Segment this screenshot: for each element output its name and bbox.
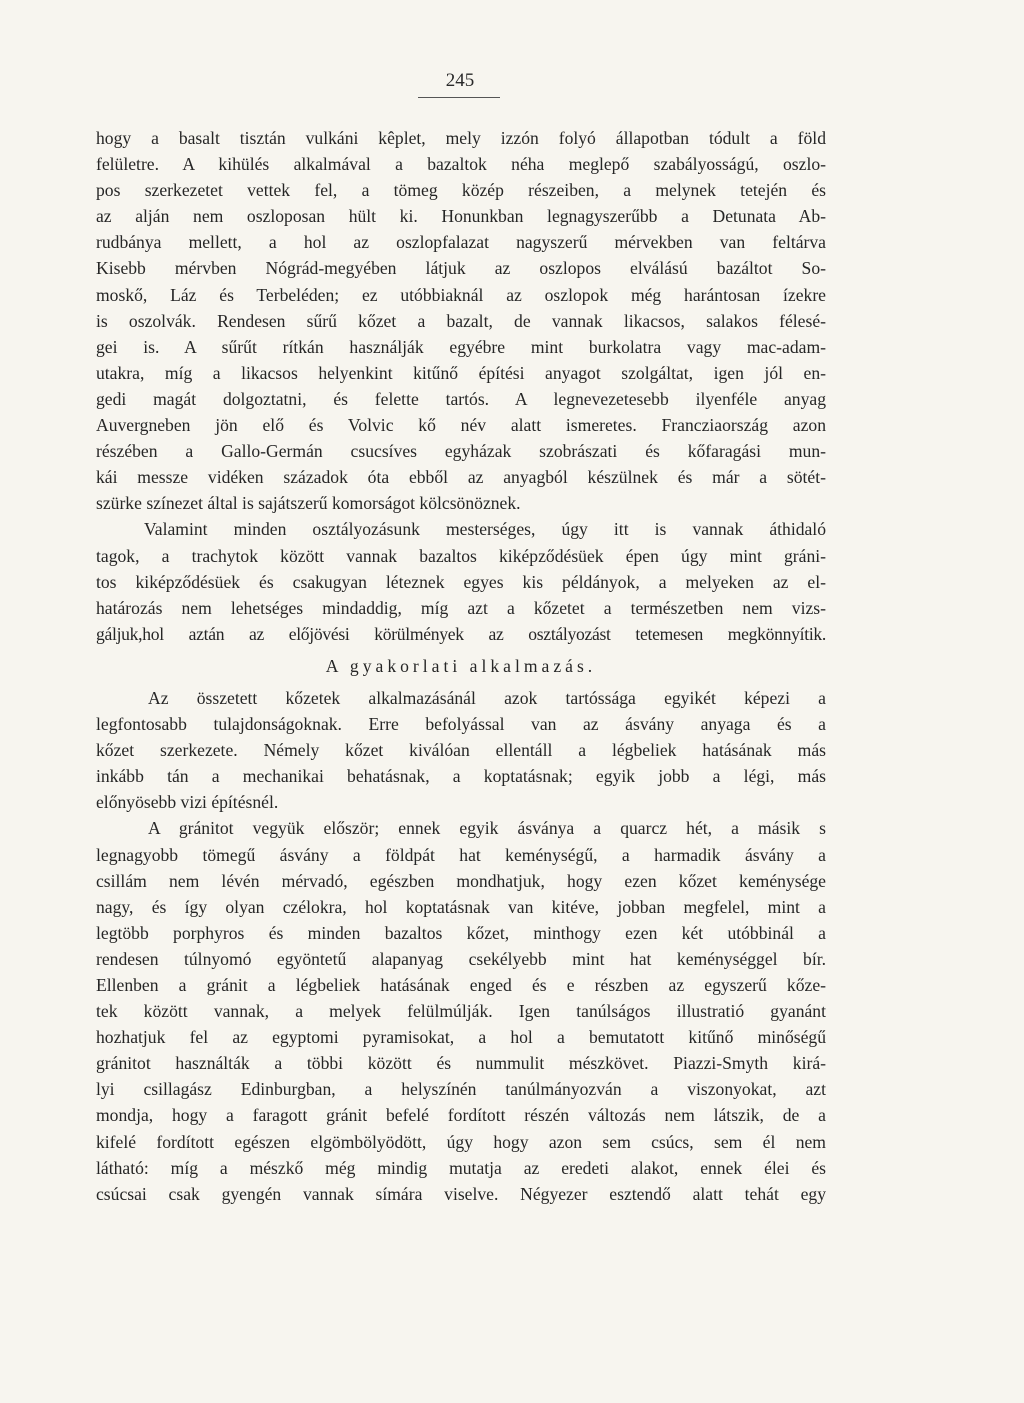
text-line: nagy, és így olyan czélokra, hol koptatásnak van kitéve, jobban megfelel, mint a [96,896,826,917]
text-line: csillám nem lévén mérvadó, egészben mondhatjuk, hogy ezen kőzet keménysége [96,870,826,891]
text-line: szürke színezet által is sajátszerű komorságot kölcsönöznek. [96,493,521,514]
text-line: gei is. A sűrűt rítkán használják egyébre mint burkolatra vagy mac-adam- [96,336,826,357]
text-line: legnagyobb tömegű ásvány a földpát hat keménységű, a harmadik ásvány a [96,844,826,865]
text-line: A gránitot vegyük először; ennek egyik ásványa a quarcz hét, a másik s [148,818,826,839]
text-line: rendesen túlnyomó egyöntetű alapanyag csekélyebb mint hat keménységgel bír. [96,948,826,969]
text-line: is oszolvák. Rendesen sűrű kőzet a bazalt, de vannak likacsos, salakos félesé- [96,310,826,331]
text-line: Az összetett kőzetek alkalmazásánál azok tartóssága egyikét képezi a [148,687,826,708]
text-line: kái messze vidéken századok óta ebből az anyagból készülnek és már a sötét- [96,467,826,488]
text-line: előnyösebb vizi építésnél. [96,792,279,813]
text-line: tagok, a trachytok között vannak bazaltos kiképződésüek épen úgy mint gráni- [96,545,826,566]
text-line: felületre. A kihülés alkalmával a bazaltok néha meglepő szabályosságú, oszlo- [96,154,826,175]
text-line: tek között vannak, a melyek felülmúlják. Igen tanúlságos illustratió gyanánt [96,1001,826,1022]
text-line: határozás nem lehetséges mindaddig, míg azt a kőzetet a természetben nem vizs- [96,597,826,618]
text-line: moskő, Láz és Terbeléden; ez utóbbiaknál az oszlopok még harántosan ízekre [96,284,826,305]
section-heading: A gyakorlati alkalmazás. [325,655,597,676]
page-number-rule [418,97,500,98]
text-line: tos kiképződésüek és csakugyan léteznek egyes kis példányok, a melyeken az el- [96,571,826,592]
text-line: az alján nem oszloposan hült ki. Honunkban legnagyszerűbb a Detunata Ab- [96,206,826,227]
text-line: Kisebb mérvben Nógrád-megyében látjuk az oszlopos elválású bazáltot So- [96,258,826,279]
page-number: 245 [445,70,475,91]
text-line: rudbánya mellett, a hol az oszlopfalazat nagyszerű mérvekben van feltárva [96,232,826,253]
text-line: Auvergneben jön elő és Volvic kő név alatt ismeretes. Francziaország azon [96,415,826,436]
text-line: lyi csillagász Edinburgban, a helyszínén tanúlmányozván a viszonyokat, azt [96,1079,826,1100]
text-line: legfontosabb tulajdonságoknak. Erre befolyással van az ásvány anyaga és a [96,714,826,735]
text-line: kifelé fordított egészen elgömbölyödött, úgy hogy azon sem csúcs, sem él nem [96,1131,826,1152]
text-line: legtöbb porphyros és minden bazaltos kőzet, minthogy ezen két utóbbinál a [96,922,826,943]
text-line: inkább tán a mechanikai behatásnak, a koptatásnak; egyik jobb a légi, más [96,766,826,787]
text-line: Valamint minden osztályozásunk mesterséges, úgy itt is vannak áthidaló [144,519,826,540]
text-line: Ellenben a gránit a légbeliek hatásának enged és e részben az egyszerű kőze- [96,975,826,995]
text-line: gránitot használták a többi között és nummulit mészkövet. Piazzi-Smyth kirá- [96,1053,826,1074]
text-line: kőzet szerkezete. Némely kőzet kiválóan ellentáll a légbeliek hatásának más [96,740,826,761]
text-line: pos szerkezetet vettek fel, a tömeg közép részeiben, a melynek tetején és [96,180,826,201]
text-line: hozhatjuk fel az egyptomi pyramisokat, a hol a bemutatott kitűnő minőségű [96,1027,826,1048]
text-line: részében a Gallo-Germán csucsíves egyházak szobrászati és kőfaragási mun- [96,441,826,462]
text-line: gedi magát dolgoztatni, és felette tartós. A legnevezetesebb ilyenféle anyag [96,388,826,409]
text-line: gáljuk,hol aztán az előjövési körülmények az osztályozást tetemesen megkönnyítik. [96,623,826,644]
text-line: mondja, hogy a faragott gránit befelé fordított részén változás nem látszik, de a [96,1105,826,1126]
text-line: utakra, míg a likacsos helyenkint kitűnő építési anyagot szolgáltat, igen jól en- [96,362,826,383]
text-line: hogy a basalt tisztán vulkáni kêplet, mely izzón folyó állapotban tódult a föld [96,128,826,148]
text-line: látható: míg a mészkő még mindig mutatja az eredeti alakot, ennek élei és [96,1157,826,1178]
text-line: csúcsai csak gyengén vannak símára viselve. Négyezer esztendő alatt tehát egy [96,1183,826,1204]
body-text [96,125,826,1207]
